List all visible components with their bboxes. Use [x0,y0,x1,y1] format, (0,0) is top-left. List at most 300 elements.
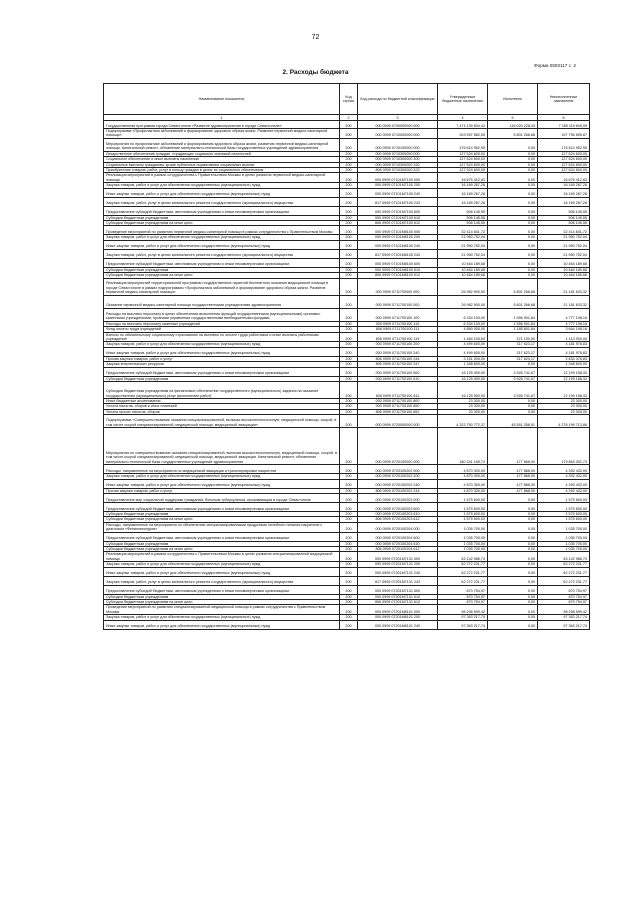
row-approved: 4 499 600,00 [438,347,488,356]
row-approved: 32 414 841,72 [438,226,488,235]
row-approved: 10 464 189,68 [438,258,488,267]
row-name: Субсидии бюджетным учреждениям на иные цели [104,517,340,522]
row-executed: 0,00 [488,511,538,516]
row-line-code: 200 [340,362,358,367]
row-approved: 26 982 900,00 [438,278,488,295]
row-unexecuted: 10 464 189,68 [538,258,590,267]
row-classification-code: 000 0909 07101М8100 240 [358,240,438,249]
column-number: 4 [438,115,488,121]
row-executed: 0,00 [488,168,538,173]
row-name: Иные закупки товаров, работ и услуг для обеспечения государственных (муниципальных) нужд [104,240,340,249]
row-executed: 0,00 [488,362,538,367]
row-name: Проведение мероприятий по развитию специализированной медицинской помощи в рамках сотрудничества с Правительством Москвы [104,605,340,615]
row-unexecuted: 12 199 158,33 [538,376,590,381]
row-name: Мероприятия по профилактике заболеваний и формированию здорового образа жизни, развитию первичной медико-санитарной помощи. Капитальный ремонт, обновление материально-технической базы государственных учреждений здравоохранения [104,138,340,151]
row-line-code: 200 [340,221,358,226]
row-classification-code: 806 0909 0720100203 612 [358,517,438,522]
row-line-code: 200 [340,585,358,594]
row-line-code: 200 [340,267,358,272]
table-row [104,576,590,585]
table-row [104,249,590,258]
table-row [104,188,590,197]
table-row [104,197,590,206]
row-executed: 0,00 [488,258,538,267]
row-classification-code: 806 0909 0720100204 612 [358,547,438,552]
row-name: Закупка товаров, работ и услуг для обеспечения государственных (муниципальных) нужд [104,235,340,240]
row-line-code: 200 [340,567,358,576]
row-approved: 127 524 600,00 [438,151,488,156]
row-unexecuted: 21 181 633,32 [538,278,590,295]
row-unexecuted: 21 181 633,32 [538,295,590,308]
row-name: Закупка товаров, работ и услуг для обеспечения государственных (муниципальных) нужд [104,562,340,567]
row-classification-code: 806 0909 07201М7131 612 [358,600,438,605]
row-classification-code: 817 0909 07101М7100 243 [358,197,438,206]
row-unexecuted: 4 777 198,16 [538,308,590,321]
row-unexecuted: 127 524 600,00 [538,151,590,156]
row-executed: 0,00 [488,138,538,151]
row-name: Предоставление субсидий бюджетным, автономным учреждениям и иным некоммерческим организациям [104,585,340,594]
row-line-code: 200 [340,240,358,249]
row-unexecuted: 176 614 952,55 [538,138,590,151]
row-line-code: 200 [340,511,358,516]
row-unexecuted: 16 169 267,28 [538,197,590,206]
row-name: Предоставление субсидий бюджетным, автономным учреждениям и иным некоммерческим организациям [104,258,340,267]
row-executed: 317 623,17 [488,342,538,347]
row-unexecuted: 197 796 595,87 [538,129,590,139]
column-number: 5 [488,115,538,121]
row-name: Закупка товаров, работ и услуг для обеспечения государственных (муниципальных) нужд [104,474,340,479]
row-classification-code: 000 0909 07101М7100 200 [358,183,438,188]
table-row [104,138,590,151]
form-code: Форма 0503117 с. 2 [534,63,576,68]
header-indicator-name: Наименование показателя [104,84,340,115]
row-line-code: 200 [340,381,358,398]
row-name: Реализация мероприятий территориальной программы государственных гарантий бесплатного оказания медицинской помощи в городе Севастополе в рамках подпрограммы «Профилактика заболеваний и формирование здорового образа жизни. Развитие первичной медико-санитарной помощи» [104,278,340,295]
row-executed: 0,00 [488,173,538,183]
row-classification-code: 806 0909 07101М8100 612 [358,273,438,278]
table-row [104,321,590,326]
row-executed: 0,00 [488,221,538,226]
row-executed: 5 801 266,68 [488,129,538,139]
row-line-code: 200 [340,121,358,129]
row-name: Иные закупки товаров, работ и услуг для обеспечения государственных (муниципальных) нужд [104,188,340,197]
page-number: 72 [311,34,320,41]
row-approved: 62 272 231,77 [438,567,488,576]
row-name: Предоставление субсидий бюджетным, автономным учреждениям и иным некоммерческим организациям [104,367,340,376]
column-number: 6 [538,115,590,121]
row-line-code: 200 [340,295,358,308]
row-executed: 0,00 [488,206,538,215]
row-unexecuted: 1 575 600,00 [538,511,590,516]
table-row [104,381,590,398]
row-unexecuted: 12 199 158,33 [538,381,590,398]
row-line-code: 200 [340,347,358,356]
row-approved: 870 754,97 [438,600,488,605]
row-classification-code: 000 0909 0720100000 000 [358,428,438,465]
row-approved: 506 145,55 [438,221,488,226]
row-executed: 0,00 [488,594,538,599]
row-executed: 0,00 [488,398,538,403]
row-approved: 97 363 217,74 [438,615,488,620]
column-number: 2 [340,115,358,121]
row-unexecuted: 12 199 158,33 [538,367,590,376]
row-unexecuted: 10 464 189,68 [538,267,590,272]
table-row [104,522,590,532]
row-unexecuted: 4 392 432,00 [538,479,590,488]
row-name: Иные бюджетные ассигнования [104,398,340,403]
row-unexecuted: 23 300,00 [538,398,590,403]
table-row [104,278,590,295]
row-name: Подпрограмма «Совершенствование оказания специализированной, включая высокотехнологичную, медицинской помощи, скорой, в том числе скорой специализированной, медицинской помощи, медицинской эвакуации» [104,415,340,428]
table-row [104,465,590,474]
row-executed: 0,00 [488,522,538,532]
row-line-code: 200 [340,321,358,326]
row-classification-code: 000 0909 07201М8101 240 [358,620,438,629]
row-approved: 16 169 267,28 [438,197,488,206]
row-line-code: 200 [340,605,358,615]
row-classification-code: 000 0909 0710100000 000 [358,138,438,151]
row-line-code: 200 [340,615,358,620]
row-executed: 0,00 [488,585,538,594]
row-line-code: 200 [340,522,358,532]
row-name: Уплата налогов, сборов и иных платежей [104,404,340,409]
row-unexecuted: 1 113 000,00 [538,332,590,342]
row-unexecuted: 4 181 976,83 [538,347,590,356]
row-line-code: 200 [340,249,358,258]
table-row [104,532,590,541]
row-classification-code: 000 0909 0711700100 850 [358,404,438,409]
row-unexecuted: 4 777 198,16 [538,321,590,326]
row-executed: 0,00 [488,605,538,615]
row-line-code: 200 [340,562,358,567]
row-executed: 0,00 [488,235,538,240]
row-classification-code: 806 0909 0711700100 111 [358,327,438,332]
row-unexecuted: 21 950 752,04 [538,249,590,258]
row-name: Лекарственное обеспечение граждан, страдающих социально значимой патологией [104,151,340,156]
row-approved: 16 125 900,00 [438,367,488,376]
row-classification-code: 000 0909 07101М8100 610 [358,267,438,272]
row-approved: 3 151 000,00 [438,356,488,361]
row-executed: 0,00 [488,240,538,249]
row-approved: 203 597 882,55 [438,129,488,139]
row-name: Субсидии бюджетным учреждениям на финансовое обеспечение государственного (муниципального) задания на оказание государственных (муниципальных) услуг (выполнение работ) [104,381,340,398]
row-line-code: 200 [340,415,358,428]
row-line-code: 200 [340,479,358,488]
row-classification-code: 000 0909 0711700100 800 [358,398,438,403]
row-line-code: 200 [340,332,358,342]
header-unexecuted: Неисполненные назначения [538,84,590,115]
row-unexecuted: 870 754,97 [538,594,590,599]
table-row [104,567,590,576]
row-approved: 21 950 752,04 [438,240,488,249]
row-executed: 0,00 [488,249,538,258]
row-approved: 1 575 600,00 [438,493,488,502]
row-name: Предоставление мер социальной поддержки гражданам, больным туберкулезом, проживающим в городе Севастополе [104,493,340,502]
row-classification-code: 000 0909 0711700100 000 [358,295,438,308]
row-name: Иные закупки товаров, работ и услуг для обеспечения государственных (муниципальных) нужд [104,567,340,576]
row-name: Уплата прочих налогов, сборов [104,409,340,414]
row-executed: 0,00 [488,151,538,156]
row-unexecuted: 16 169 267,28 [538,188,590,197]
row-name: Реализация мероприятий в рамках сотрудничества с Правительством Москвы в целях развития специализированной медицинской помощи [104,552,340,562]
row-executed: 0,00 [488,215,538,220]
row-unexecuted: 4 278 199 713,86 [538,415,590,428]
row-classification-code: 000 0909 0710300000 300 [358,157,438,162]
row-approved: 10 464 189,68 [438,273,488,278]
table-row [104,240,590,249]
row-line-code: 200 [340,168,358,173]
table-row [104,226,590,235]
row-name: Субсидии бюджетным учреждениям на иные цели [104,273,340,278]
row-classification-code: 000 0909 0711700000 000 [358,278,438,295]
row-classification-code: 000 0909 07201М7131 600 [358,585,438,594]
row-executed: 0,00 [488,576,538,585]
row-approved: 1 575 600,00 [438,511,488,516]
row-line-code: 200 [340,547,358,552]
row-unexecuted: 1 035 700,00 [538,522,590,532]
row-unexecuted: 1 035 700,00 [538,541,590,546]
row-line-code: 200 [340,576,358,585]
row-line-code: 200 [340,151,358,156]
row-classification-code: 000 0909 0710000000 000 [358,129,438,139]
row-name: Иные закупки товаров, работ и услуг для обеспечения государственных (муниципальных) нужд [104,620,340,629]
table-row [104,605,590,615]
row-name: Взносы по обязательному социальному страхованию на выплаты по оплате труда работников и иные выплаты работникам учреждений [104,332,340,342]
row-line-code: 200 [340,517,358,522]
row-line-code: 200 [340,138,358,151]
table-row [104,620,590,629]
row-executed: 116 020 228,43 [488,121,538,129]
row-name: Прочая закупка товаров, работ и услуг [104,488,340,493]
row-approved: 63 142 986,74 [438,552,488,562]
row-executed: 1 556 901,84 [488,308,538,321]
row-approved: 127 524 600,00 [438,168,488,173]
table-header-row [104,84,590,115]
row-approved: 1 035 700,00 [438,541,488,546]
row-executed: 0,00 [488,162,538,167]
table-row [104,342,590,347]
table-row [104,428,590,465]
row-classification-code: 806 0909 07101М7100 612 [358,221,438,226]
row-approved: 23 300,00 [438,398,488,403]
row-approved: 4 870 300,00 [438,465,488,474]
table-row [104,502,590,511]
column-number: 3 [358,115,438,121]
row-approved: 16 675 412,83 [438,173,488,183]
header-approved: Утвержденные бюджетные назначения [438,84,488,115]
row-unexecuted: 10 464 189,68 [538,273,590,278]
row-classification-code: 000 0909 07101М7100 240 [358,188,438,197]
row-line-code: 200 [340,356,358,361]
column-number: 1 [104,115,340,121]
row-executed: 0,00 [488,267,538,272]
row-executed: 3 926 741,67 [488,381,538,398]
row-classification-code: 000 0909 0720100203 600 [358,502,438,511]
row-unexecuted: 1 575 600,00 [538,493,590,502]
row-approved: 4 870 300,00 [438,488,488,493]
row-name: Прочая закупка товаров, работ и услуг [104,356,340,361]
row-approved: 62 272 231,77 [438,562,488,567]
row-classification-code: 000 0909 07101М7100 610 [358,215,438,220]
table-row [104,367,590,376]
table-row [104,415,590,428]
row-name: Расходы, направленные на мероприятия по медицинской эвакуации и транспортировке пациентов [104,465,340,474]
row-classification-code: 000 0909 0711700100 240 [358,347,438,356]
row-classification-code: 000 0909 0720100204 610 [358,541,438,546]
row-line-code: 200 [340,235,358,240]
row-name: Закупка энергетических ресурсов [104,362,340,367]
row-approved: 6 334 100,00 [438,321,488,326]
row-unexecuted: 4 392 432,00 [538,465,590,474]
row-line-code: 200 [340,404,358,409]
row-unexecuted: 23 300,00 [538,404,590,409]
row-classification-code: 000 0909 07201М7131 200 [358,562,438,567]
row-approved: 4 870 300,00 [438,474,488,479]
row-line-code: 200 [340,162,358,167]
row-name: Приобретение товаров, работ, услуг в пользу граждан в целях их социального обеспечения [104,168,340,173]
row-line-code: 200 [340,342,358,347]
row-approved: 16 169 267,28 [438,183,488,188]
row-classification-code: 000 0909 0711700100 600 [358,367,438,376]
row-name: Предоставление субсидий бюджетным, автономным учреждениям и иным некоммерческим организациям [104,502,340,511]
row-name: Субсидии бюджетным учреждениям [104,215,340,220]
row-classification-code: 000 0909 0710300000 000 [358,151,438,156]
row-executed: 0,00 [488,404,538,409]
row-classification-code: 000 0909 07201М8101 200 [358,615,438,620]
row-approved: 180 341 169,73 [438,428,488,465]
table-row [104,295,590,308]
row-line-code: 200 [340,552,358,562]
row-unexecuted: 870 754,97 [538,585,590,594]
row-classification-code: 000 0909 0720100202 240 [358,479,438,488]
table-row [104,347,590,356]
row-approved: 1 484 100,00 [438,332,488,342]
row-approved: 1 035 700,00 [438,522,488,532]
row-approved: 127 524 600,00 [438,157,488,162]
row-executed: 3 926 741,67 [488,367,538,376]
row-approved: 23 300,00 [438,404,488,409]
row-executed: 5 801 266,68 [488,295,538,308]
row-name: Социальные выплаты гражданам, кроме публичных нормативных социальных выплат [104,162,340,167]
row-executed: 0,00 [488,517,538,522]
row-line-code: 200 [340,157,358,162]
row-approved: 4 499 600,00 [438,342,488,347]
row-approved: 4 323 750 772,37 [438,415,488,428]
row-executed: 0,00 [488,409,538,414]
row-line-code: 200 [340,197,358,206]
row-approved: 1 348 600,00 [438,362,488,367]
row-line-code: 200 [340,188,358,197]
row-approved: 1 035 700,00 [438,532,488,541]
header-executed: Исполнено [488,84,538,115]
row-executed: 1 556 901,84 [488,321,538,326]
expenditure-table [103,83,590,630]
row-unexecuted: 1 575 600,00 [538,502,590,511]
row-name: Проведение мероприятий по развитию первичной медико-санитарной помощи в рамках сотрудничества с Правительством Москвы [104,226,340,235]
row-name: Предоставление субсидий бюджетным, автономным учреждениям и иным некоммерческим организациям [104,532,340,541]
row-name: Мероприятия по совершенствованию оказания специализированной, включая высокотехнологичную, медицинской помощи, скорой, в том числе скорой специализированной, медицинской помощи, медицинской эвакуации. Капитальный ремонт, обновление материально-технической базы государственных учреждений здравоохранения [104,428,340,465]
row-name: Субсидии бюджетным учреждениям [104,594,340,599]
row-name: Реализация мероприятий в рамках сотрудничества с Правительством Москвы в целях развития первичной медико-санитарной помощи [104,173,340,183]
row-unexecuted: 7 355 119 605,99 [538,121,590,129]
row-executed: 477 868,00 [488,465,538,474]
row-unexecuted: 16 169 267,28 [538,183,590,188]
row-unexecuted: 21 950 752,04 [538,235,590,240]
row-line-code: 200 [340,376,358,381]
row-unexecuted: 4 392 432,00 [538,488,590,493]
row-unexecuted: 127 524 600,00 [538,168,590,173]
row-executed: 0,00 [488,273,538,278]
row-approved: 98 298 599,42 [438,605,488,615]
row-executed: 0,00 [488,615,538,620]
row-classification-code: 000 0909 0720100203 610 [358,511,438,516]
row-classification-code: 806 0909 0711700100 247 [358,362,438,367]
row-classification-code: 000 0909 0720100203 000 [358,493,438,502]
row-name: Закупка товаров, работ, услуг в целях капитального ремонта государственного (муниципального) имущества [104,197,340,206]
row-executed: 0,00 [488,541,538,546]
row-executed: 477 868,00 [488,474,538,479]
row-classification-code: 817 0909 07101М8100 243 [358,249,438,258]
row-classification-code: 000 0909 0720100204 600 [358,532,438,541]
row-name: Фонд оплаты труда учреждений [104,327,340,332]
row-name: Расходы, направленные на мероприятия по обеспечению специализированными продуктами лечебного питания пациентов с диагнозом «Фенилкетонурия» [104,522,340,532]
row-classification-code: 000 0909 0720100204 000 [358,522,438,532]
header-classification-code: Код расхода по бюджетной классификации [358,84,438,115]
row-unexecuted: 97 363 217,74 [538,620,590,629]
row-unexecuted: 97 363 217,74 [538,615,590,620]
row-approved: 21 950 752,04 [438,249,488,258]
row-approved: 127 524 600,00 [438,162,488,167]
table-body [104,121,590,630]
row-classification-code: 000 0909 0720000000 000 [358,415,438,428]
row-classification-code: 000 0909 07201М7131 610 [358,594,438,599]
row-line-code: 200 [340,600,358,605]
row-classification-code: 000 0909 0720100202 200 [358,474,438,479]
row-line-code: 200 [340,474,358,479]
row-unexecuted: 2 833 376,83 [538,356,590,361]
row-unexecuted: 23 300,00 [538,409,590,414]
row-approved: 97 363 217,74 [438,620,488,629]
row-classification-code: 000 0909 0711700100 100 [358,308,438,321]
row-name: Закупка товаров, работ и услуг для обеспечения государственных (муниципальных) нужд [104,342,340,347]
row-unexecuted: 62 272 231,77 [538,576,590,585]
row-classification-code: 000 0909 0711700100 200 [358,342,438,347]
row-unexecuted: 506 145,55 [538,221,590,226]
row-name: Субсидии бюджетным учреждениям [104,511,340,516]
row-executed: 0,00 [488,493,538,502]
row-unexecuted: 127 524 600,00 [538,157,590,162]
row-line-code: 200 [340,620,358,629]
row-unexecuted: 1 575 600,00 [538,517,590,522]
row-name: Государственная программа города Севастополя «Развитие здравоохранения в городе Севастополе» [104,121,340,129]
row-approved: 21 950 752,04 [438,235,488,240]
row-line-code: 200 [340,428,358,465]
row-name: Расходы на выплаты персоналу казенных учреждений [104,321,340,326]
row-approved: 1 575 600,00 [438,517,488,522]
row-classification-code: 806 0909 0711700100 244 [358,356,438,361]
row-approved: 6 334 100,00 [438,308,488,321]
row-approved: 16 125 900,00 [438,381,488,398]
row-name: Субсидии бюджетным учреждениям на иные цели [104,221,340,226]
table-row [104,129,590,139]
row-line-code: 200 [340,206,358,215]
row-line-code: 200 [340,173,358,183]
row-unexecuted: 62 272 231,77 [538,567,590,576]
row-executed: 45 551 358,51 [488,415,538,428]
row-unexecuted: 3 664 198,16 [538,327,590,332]
section-title: 2. Расходы бюджета [282,69,349,76]
table-row [104,479,590,488]
